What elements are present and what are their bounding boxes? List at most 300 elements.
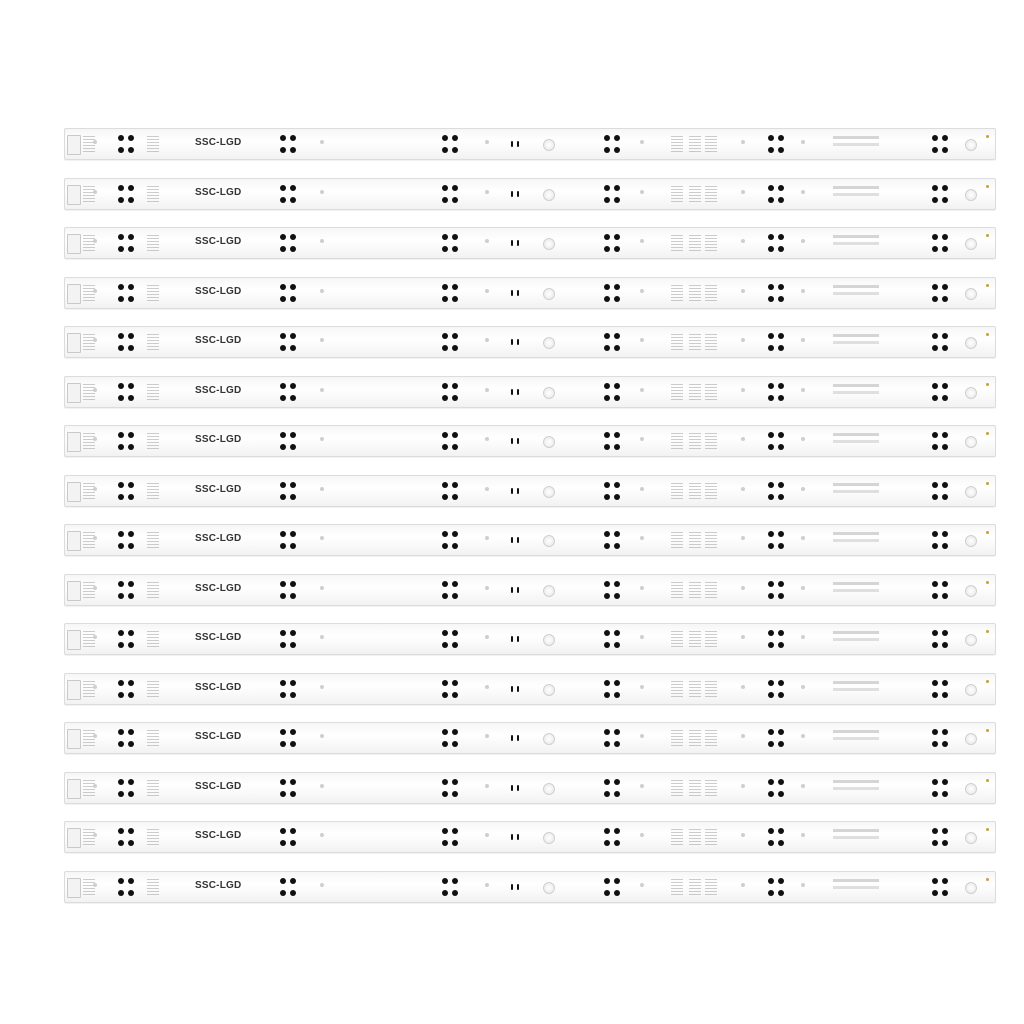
hole bbox=[614, 197, 620, 203]
hole bbox=[614, 741, 620, 747]
pad bbox=[640, 239, 644, 243]
hole bbox=[932, 779, 938, 785]
mounting-holes bbox=[767, 233, 785, 253]
solder-dot bbox=[986, 779, 989, 782]
hole bbox=[768, 197, 774, 203]
hole bbox=[442, 135, 448, 141]
mounting-holes bbox=[931, 431, 949, 451]
hole bbox=[932, 345, 938, 351]
hole bbox=[128, 642, 134, 648]
hole bbox=[442, 494, 448, 500]
hole bbox=[452, 284, 458, 290]
mounting-holes bbox=[441, 233, 459, 253]
hole bbox=[614, 680, 620, 686]
mounting-holes bbox=[931, 530, 949, 550]
led-strip bbox=[64, 475, 996, 507]
hole bbox=[118, 791, 124, 797]
component-markings bbox=[689, 730, 701, 746]
hole bbox=[280, 147, 286, 153]
solder-dot bbox=[986, 680, 989, 683]
mounting-holes bbox=[767, 431, 785, 451]
pin-markings bbox=[147, 136, 159, 152]
component-markings bbox=[671, 879, 683, 895]
hole bbox=[280, 135, 286, 141]
hole bbox=[442, 890, 448, 896]
hole bbox=[614, 791, 620, 797]
mounting-holes bbox=[931, 728, 949, 748]
hole bbox=[128, 284, 134, 290]
pin-markings bbox=[83, 879, 95, 895]
hole bbox=[280, 840, 286, 846]
hole bbox=[280, 234, 286, 240]
pad bbox=[485, 437, 489, 441]
hole bbox=[932, 197, 938, 203]
hole bbox=[118, 147, 124, 153]
led bbox=[543, 783, 555, 795]
fine-print bbox=[833, 829, 879, 832]
mounting-holes bbox=[931, 184, 949, 204]
mounting-holes bbox=[767, 629, 785, 649]
connector bbox=[67, 234, 81, 254]
connector bbox=[67, 333, 81, 353]
pad bbox=[801, 437, 805, 441]
hole bbox=[452, 395, 458, 401]
hole bbox=[604, 791, 610, 797]
strip-label: SSC-LGD bbox=[195, 533, 242, 544]
hole bbox=[452, 333, 458, 339]
led bbox=[543, 733, 555, 745]
hole bbox=[932, 791, 938, 797]
pad bbox=[485, 734, 489, 738]
component-markings bbox=[705, 334, 717, 350]
hole bbox=[614, 840, 620, 846]
hole bbox=[280, 692, 286, 698]
component-markings bbox=[689, 483, 701, 499]
hole bbox=[128, 246, 134, 252]
hole bbox=[778, 383, 784, 389]
hole bbox=[280, 642, 286, 648]
pad bbox=[640, 388, 644, 392]
led bbox=[543, 684, 555, 696]
hole bbox=[290, 135, 296, 141]
slot bbox=[511, 686, 513, 692]
pin-markings bbox=[83, 532, 95, 548]
hole bbox=[280, 296, 286, 302]
hole bbox=[118, 581, 124, 587]
mounting-holes bbox=[279, 283, 297, 303]
hole bbox=[942, 692, 948, 698]
hole bbox=[118, 197, 124, 203]
pad bbox=[93, 685, 97, 689]
hole bbox=[452, 581, 458, 587]
mounting-holes bbox=[603, 332, 621, 352]
hole bbox=[614, 531, 620, 537]
component-markings bbox=[689, 582, 701, 598]
mounting-holes bbox=[279, 827, 297, 847]
hole bbox=[118, 494, 124, 500]
mounting-holes bbox=[603, 382, 621, 402]
slot bbox=[511, 240, 513, 246]
component-markings bbox=[689, 780, 701, 796]
fine-print bbox=[833, 391, 879, 394]
hole bbox=[118, 296, 124, 302]
mounting-holes bbox=[603, 481, 621, 501]
component-markings bbox=[705, 483, 717, 499]
strip-label: SSC-LGD bbox=[195, 781, 242, 792]
solder-dot bbox=[986, 729, 989, 732]
hole bbox=[452, 482, 458, 488]
hole bbox=[778, 345, 784, 351]
pad bbox=[485, 586, 489, 590]
component-markings bbox=[671, 730, 683, 746]
pad bbox=[640, 140, 644, 144]
pad bbox=[801, 685, 805, 689]
fine-print bbox=[833, 886, 879, 889]
mounting-holes bbox=[767, 580, 785, 600]
pad bbox=[801, 734, 805, 738]
hole bbox=[452, 444, 458, 450]
component-markings bbox=[689, 433, 701, 449]
hole bbox=[280, 345, 286, 351]
connector bbox=[67, 729, 81, 749]
pad bbox=[320, 685, 324, 689]
hole bbox=[118, 593, 124, 599]
mounting-holes bbox=[279, 382, 297, 402]
pad bbox=[801, 190, 805, 194]
hole bbox=[452, 383, 458, 389]
pad bbox=[801, 289, 805, 293]
mounting-holes bbox=[117, 283, 135, 303]
connector bbox=[67, 630, 81, 650]
mounting-holes bbox=[279, 332, 297, 352]
hole bbox=[614, 779, 620, 785]
pin-markings bbox=[147, 483, 159, 499]
hole bbox=[614, 630, 620, 636]
pad bbox=[320, 833, 324, 837]
hole bbox=[932, 185, 938, 191]
led bbox=[543, 585, 555, 597]
hole bbox=[118, 729, 124, 735]
fine-print bbox=[833, 730, 879, 733]
hole bbox=[280, 630, 286, 636]
hole bbox=[614, 333, 620, 339]
hole bbox=[442, 333, 448, 339]
solder-dot bbox=[986, 432, 989, 435]
hole bbox=[290, 296, 296, 302]
fine-print bbox=[833, 539, 879, 542]
mounting-holes bbox=[767, 332, 785, 352]
slot bbox=[517, 834, 519, 840]
strip-label: SSC-LGD bbox=[195, 137, 242, 148]
led-strip bbox=[64, 821, 996, 853]
mounting-holes bbox=[117, 530, 135, 550]
hole bbox=[942, 494, 948, 500]
hole bbox=[128, 185, 134, 191]
mounting-holes bbox=[931, 778, 949, 798]
mounting-holes bbox=[279, 233, 297, 253]
component-markings bbox=[671, 780, 683, 796]
hole bbox=[290, 729, 296, 735]
slot bbox=[517, 290, 519, 296]
led-strip bbox=[64, 673, 996, 705]
led bbox=[965, 337, 977, 349]
hole bbox=[778, 791, 784, 797]
pad bbox=[320, 883, 324, 887]
slot bbox=[511, 884, 513, 890]
fine-print bbox=[833, 440, 879, 443]
pin-markings bbox=[147, 285, 159, 301]
hole bbox=[442, 185, 448, 191]
component-markings bbox=[689, 829, 701, 845]
hole bbox=[768, 333, 774, 339]
hole bbox=[604, 779, 610, 785]
led-strip bbox=[64, 227, 996, 259]
hole bbox=[778, 593, 784, 599]
hole bbox=[932, 692, 938, 698]
hole bbox=[452, 779, 458, 785]
mounting-holes bbox=[441, 530, 459, 550]
hole bbox=[768, 234, 774, 240]
hole bbox=[280, 383, 286, 389]
strip-label: SSC-LGD bbox=[195, 682, 242, 693]
hole bbox=[280, 494, 286, 500]
hole bbox=[614, 246, 620, 252]
mounting-holes bbox=[931, 481, 949, 501]
led bbox=[965, 288, 977, 300]
hole bbox=[614, 482, 620, 488]
pad bbox=[485, 388, 489, 392]
led bbox=[965, 585, 977, 597]
hole bbox=[604, 383, 610, 389]
led bbox=[965, 535, 977, 547]
hole bbox=[128, 135, 134, 141]
mounting-holes bbox=[931, 233, 949, 253]
pin-markings bbox=[83, 829, 95, 845]
led bbox=[543, 387, 555, 399]
connector bbox=[67, 828, 81, 848]
pad bbox=[741, 338, 745, 342]
slot bbox=[511, 141, 513, 147]
hole bbox=[768, 840, 774, 846]
hole bbox=[452, 234, 458, 240]
hole bbox=[942, 543, 948, 549]
component-markings bbox=[705, 384, 717, 400]
fine-print bbox=[833, 483, 879, 486]
led bbox=[965, 387, 977, 399]
hole bbox=[942, 630, 948, 636]
fine-print bbox=[833, 136, 879, 139]
hole bbox=[778, 135, 784, 141]
connector bbox=[67, 779, 81, 799]
solder-dot bbox=[986, 185, 989, 188]
pin-markings bbox=[83, 631, 95, 647]
hole bbox=[614, 543, 620, 549]
mounting-holes bbox=[117, 629, 135, 649]
hole bbox=[280, 593, 286, 599]
hole bbox=[768, 246, 774, 252]
hole bbox=[118, 284, 124, 290]
strip-label: SSC-LGD bbox=[195, 385, 242, 396]
pad bbox=[640, 437, 644, 441]
mounting-holes bbox=[117, 431, 135, 451]
hole bbox=[442, 531, 448, 537]
solder-dot bbox=[986, 135, 989, 138]
hole bbox=[290, 482, 296, 488]
fine-print bbox=[833, 688, 879, 691]
pin-markings bbox=[83, 136, 95, 152]
mounting-holes bbox=[441, 134, 459, 154]
component-markings bbox=[705, 681, 717, 697]
hole bbox=[452, 543, 458, 549]
led bbox=[543, 139, 555, 151]
slot bbox=[517, 785, 519, 791]
slot bbox=[517, 587, 519, 593]
mounting-holes bbox=[603, 679, 621, 699]
hole bbox=[442, 828, 448, 834]
led bbox=[965, 238, 977, 250]
led-strip bbox=[64, 178, 996, 210]
hole bbox=[932, 135, 938, 141]
fine-print bbox=[833, 285, 879, 288]
pad bbox=[93, 239, 97, 243]
mounting-holes bbox=[279, 184, 297, 204]
mounting-holes bbox=[931, 134, 949, 154]
hole bbox=[604, 444, 610, 450]
hole bbox=[452, 642, 458, 648]
hole bbox=[604, 692, 610, 698]
hole bbox=[778, 333, 784, 339]
hole bbox=[942, 890, 948, 896]
fine-print bbox=[833, 631, 879, 634]
hole bbox=[452, 890, 458, 896]
mounting-holes bbox=[441, 580, 459, 600]
fine-print bbox=[833, 235, 879, 238]
strip-label: SSC-LGD bbox=[195, 484, 242, 495]
hole bbox=[128, 234, 134, 240]
hole bbox=[452, 147, 458, 153]
component-markings bbox=[671, 532, 683, 548]
hole bbox=[604, 197, 610, 203]
hole bbox=[768, 581, 774, 587]
pad bbox=[741, 487, 745, 491]
fine-print bbox=[833, 532, 879, 535]
mounting-holes bbox=[441, 778, 459, 798]
mounting-holes bbox=[603, 184, 621, 204]
component-markings bbox=[705, 780, 717, 796]
component-markings bbox=[689, 681, 701, 697]
hole bbox=[932, 296, 938, 302]
hole bbox=[280, 791, 286, 797]
hole bbox=[290, 630, 296, 636]
component-markings bbox=[671, 631, 683, 647]
led-strip bbox=[64, 871, 996, 903]
hole bbox=[118, 246, 124, 252]
hole bbox=[128, 296, 134, 302]
hole bbox=[290, 333, 296, 339]
hole bbox=[932, 246, 938, 252]
hole bbox=[932, 234, 938, 240]
hole bbox=[604, 395, 610, 401]
pad bbox=[93, 338, 97, 342]
solder-dot bbox=[986, 878, 989, 881]
fine-print bbox=[833, 589, 879, 592]
pad bbox=[741, 437, 745, 441]
hole bbox=[280, 828, 286, 834]
hole bbox=[604, 680, 610, 686]
mounting-holes bbox=[117, 382, 135, 402]
hole bbox=[128, 630, 134, 636]
mounting-holes bbox=[441, 877, 459, 897]
mounting-holes bbox=[279, 481, 297, 501]
fine-print bbox=[833, 490, 879, 493]
hole bbox=[942, 828, 948, 834]
hole bbox=[614, 383, 620, 389]
fine-print bbox=[833, 737, 879, 740]
mounting-holes bbox=[441, 283, 459, 303]
hole bbox=[128, 383, 134, 389]
hole bbox=[452, 432, 458, 438]
hole bbox=[932, 543, 938, 549]
hole bbox=[942, 878, 948, 884]
pad bbox=[320, 338, 324, 342]
hole bbox=[118, 135, 124, 141]
pad bbox=[320, 586, 324, 590]
hole bbox=[452, 593, 458, 599]
led bbox=[965, 139, 977, 151]
hole bbox=[942, 246, 948, 252]
component-markings bbox=[689, 879, 701, 895]
pin-markings bbox=[147, 730, 159, 746]
hole bbox=[778, 890, 784, 896]
mounting-holes bbox=[441, 728, 459, 748]
mounting-holes bbox=[441, 332, 459, 352]
component-markings bbox=[689, 532, 701, 548]
mounting-holes bbox=[441, 431, 459, 451]
led bbox=[965, 783, 977, 795]
mounting-holes bbox=[117, 728, 135, 748]
hole bbox=[118, 543, 124, 549]
pin-markings bbox=[147, 532, 159, 548]
hole bbox=[768, 383, 774, 389]
mounting-holes bbox=[931, 679, 949, 699]
mounting-holes bbox=[117, 877, 135, 897]
pad bbox=[93, 883, 97, 887]
pin-markings bbox=[147, 780, 159, 796]
hole bbox=[442, 432, 448, 438]
hole bbox=[778, 878, 784, 884]
hole bbox=[942, 482, 948, 488]
hole bbox=[118, 333, 124, 339]
hole bbox=[290, 779, 296, 785]
hole bbox=[452, 197, 458, 203]
hole bbox=[290, 791, 296, 797]
mounting-holes bbox=[931, 382, 949, 402]
hole bbox=[778, 197, 784, 203]
fine-print bbox=[833, 143, 879, 146]
mounting-holes bbox=[767, 877, 785, 897]
solder-dot bbox=[986, 630, 989, 633]
connector bbox=[67, 135, 81, 155]
hole bbox=[778, 581, 784, 587]
hole bbox=[118, 482, 124, 488]
pad bbox=[640, 536, 644, 540]
hole bbox=[942, 741, 948, 747]
pad bbox=[320, 635, 324, 639]
strip-label: SSC-LGD bbox=[195, 434, 242, 445]
hole bbox=[290, 383, 296, 389]
hole bbox=[932, 593, 938, 599]
pin-markings bbox=[83, 780, 95, 796]
